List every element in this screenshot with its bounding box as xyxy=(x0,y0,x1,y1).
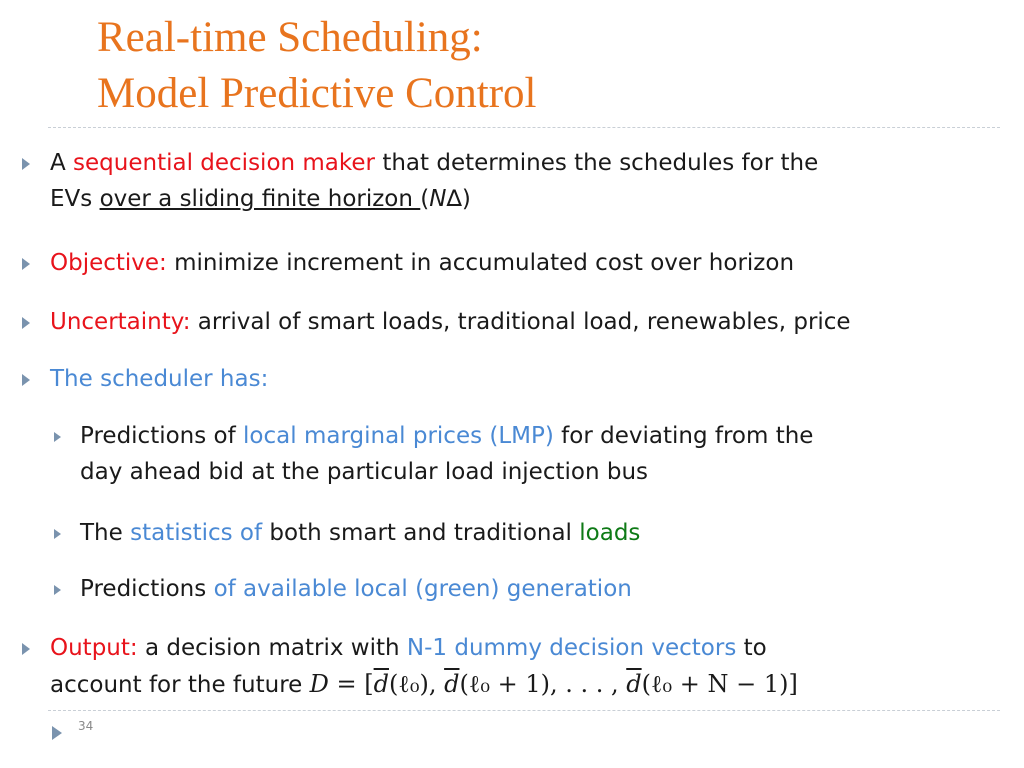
math-run: = [ xyxy=(328,670,374,698)
bullet-objective xyxy=(50,245,1010,281)
subbullet-arrow-icon xyxy=(54,432,61,442)
scheduler-has-text: The scheduler has: xyxy=(50,366,269,392)
text-run: account for the future xyxy=(50,672,310,698)
text-run: ) xyxy=(461,186,471,212)
math-run: $\overline{d}$ xyxy=(444,670,460,698)
bullet-line xyxy=(50,630,1010,666)
footer-divider xyxy=(48,710,1000,711)
subbullet-arrow-icon xyxy=(54,585,61,595)
title-divider xyxy=(48,127,1000,128)
math-run: $\overline{d}$ xyxy=(373,670,389,698)
title-line-1: Real-time Scheduling: xyxy=(97,14,483,61)
uncertainty-label: Uncertainty: xyxy=(50,309,191,335)
text-run: ( xyxy=(420,186,430,212)
highlight-dummy-vectors: N-1 dummy decision vectors xyxy=(406,635,737,661)
bullet-arrow-icon xyxy=(22,158,30,170)
slide-title xyxy=(97,10,537,122)
math-run: D xyxy=(309,670,329,698)
highlight-sequential-decision-maker: sequential decision maker xyxy=(73,150,376,176)
highlight-loads: loads xyxy=(579,520,641,546)
highlight-statistics: statistics of xyxy=(130,520,263,546)
bullet-line xyxy=(50,145,1010,181)
bullet-line xyxy=(50,181,1010,217)
uncertainty-text: arrival of smart loads, traditional load, renewables, price xyxy=(190,309,851,335)
text-run: Predictions xyxy=(80,576,214,602)
decision-matrix-formula xyxy=(310,670,798,698)
footer-arrow-icon xyxy=(52,726,62,740)
math-run: (ℓ₀ + N − 1)] xyxy=(641,670,798,698)
highlight-green-generation: of available local (green) generation xyxy=(213,576,632,602)
bullet-line xyxy=(80,418,990,454)
bullet-uncertainty xyxy=(50,304,1010,340)
highlight-lmp: local marginal prices (LMP) xyxy=(243,423,554,449)
bullet-line: day ahead bid at the particular load injection bus xyxy=(80,459,649,485)
bullet-scheduler-has xyxy=(50,361,1010,397)
text-run: The xyxy=(80,520,131,546)
underlined-horizon-text: over a sliding finite horizon xyxy=(99,186,421,212)
math-run: (ℓ₀), xyxy=(388,670,445,698)
subbullet-lmp-predictions xyxy=(80,418,990,490)
text-run: Predictions of xyxy=(80,423,244,449)
text-run: that determines the schedules for the xyxy=(375,150,819,176)
subbullet-statistics xyxy=(80,515,990,551)
text-run: EVs xyxy=(50,186,100,212)
objective-text: minimize increment in accumulated cost over horizon xyxy=(166,250,795,276)
math-run: $\overline{d}$ xyxy=(626,670,642,698)
bullet-arrow-icon xyxy=(22,643,30,655)
title-line-2: Model Predictive Control xyxy=(97,70,537,117)
bullet-sequential-decision-maker xyxy=(50,145,1010,217)
page-number: 34 xyxy=(78,719,94,733)
subbullet-green-generation xyxy=(80,571,990,607)
math-run: (ℓ₀ + 1), . . . , xyxy=(459,670,627,698)
output-label: Output: xyxy=(50,635,138,661)
text-run: a decision matrix with xyxy=(137,635,407,661)
bullet-arrow-icon xyxy=(22,317,30,329)
objective-label: Objective: xyxy=(50,250,167,276)
text-run: both smart and traditional xyxy=(262,520,580,546)
text-run: A xyxy=(50,150,74,176)
bullet-line xyxy=(50,666,1010,703)
horizon-symbol: N∆ xyxy=(429,186,462,212)
text-run: for deviating from the xyxy=(553,423,814,449)
text-run: to xyxy=(736,635,767,661)
bullet-arrow-icon xyxy=(22,258,30,270)
subbullet-arrow-icon xyxy=(54,529,61,539)
bullet-output xyxy=(50,630,1010,703)
bullet-arrow-icon xyxy=(22,374,30,386)
